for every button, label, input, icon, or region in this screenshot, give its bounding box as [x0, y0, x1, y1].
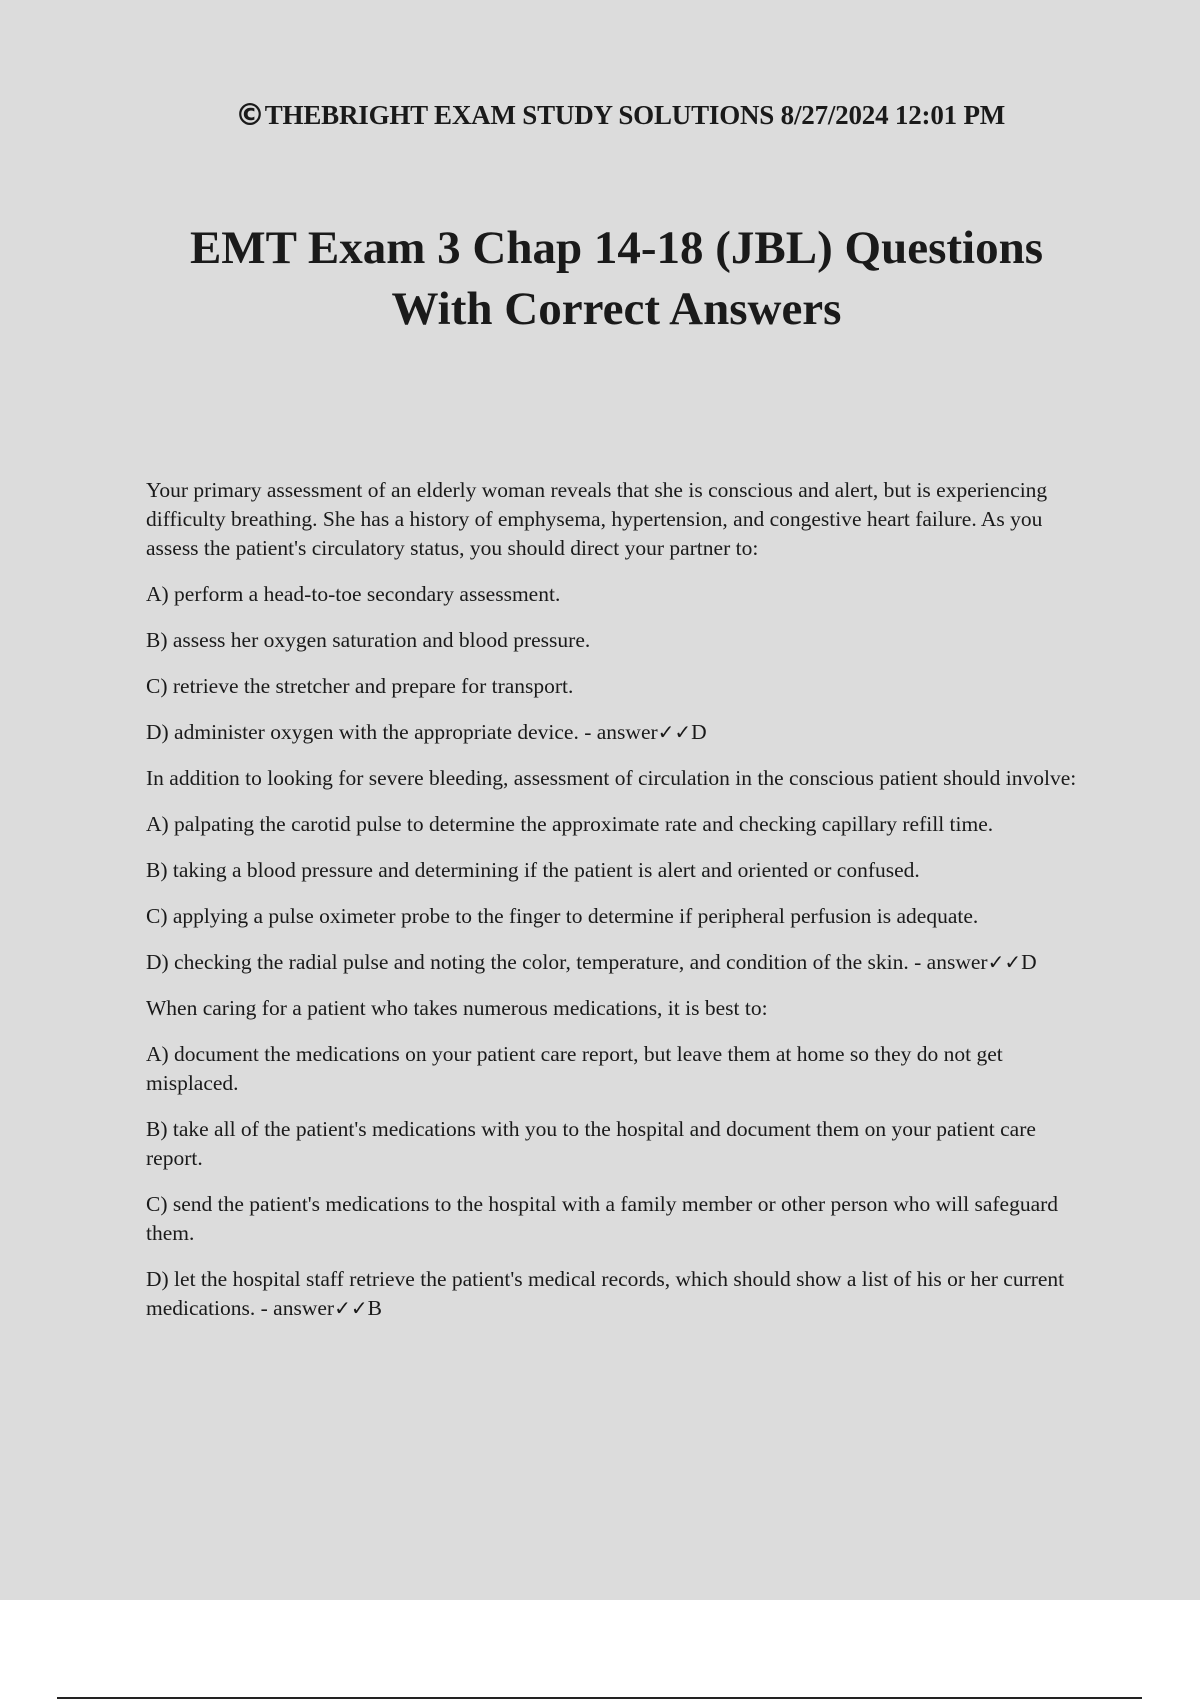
question-2-text: In addition to looking for severe bleeding, assessment of circulation in the conscious patient should involve: — [146, 766, 1077, 790]
copyright-icon: © — [234, 98, 265, 133]
title-line-1: EMT Exam 3 Chap 14-18 (JBL) Questions — [189, 222, 1044, 274]
question-2-answer: D — [1021, 950, 1037, 974]
question-3-option-b: B) take all of the patient's medications with you to the hospital and document them on your patient care report. — [146, 1117, 1036, 1170]
check-icon: ✓✓ — [334, 1296, 368, 1320]
question-3-option-d — [146, 1265, 1086, 1323]
check-icon: ✓✓ — [657, 720, 692, 744]
question-3-option-a: A) document the medications on your patient care report, but leave them at home so they do not get misplaced. — [146, 1042, 1003, 1095]
question-3-text: When caring for a patient who takes numerous medications, it is best to: — [146, 996, 768, 1020]
question-list — [146, 476, 1086, 1340]
question-1-option-a: A) perform a head-to-toe secondary assessment. — [146, 582, 561, 606]
question-2-option-c: C) applying a pulse oximeter probe to the finger to determine if peripheral perfusion is adequate. — [146, 904, 979, 928]
question-1-option-c: C) retrieve the stretcher and prepare for transport. — [146, 674, 574, 698]
question-3-option-d-text: D) let the hospital staff retrieve the patient's medical records, which should show a list of his or her current medications. - answer — [146, 1267, 1065, 1320]
footer-divider — [57, 1697, 1142, 1699]
check-icon: ✓✓ — [987, 950, 1022, 974]
title-line-2: With Correct Answers — [391, 283, 842, 335]
question-2-option-d — [146, 948, 1086, 977]
question-1-option-d — [146, 718, 1086, 747]
question-2-option-b: B) taking a blood pressure and determining if the patient is alert and oriented or confused. — [146, 858, 920, 882]
page-header — [0, 98, 1200, 133]
question-1-answer: D — [691, 720, 707, 744]
question-2-option-a: A) palpating the carotid pulse to determine the approximate rate and checking capillary refill time. — [146, 812, 994, 836]
question-1-option-d-text: D) administer oxygen with the appropriate device. - answer — [146, 720, 658, 744]
document-title — [0, 218, 1200, 340]
question-2-option-d-text: D) checking the radial pulse and noting the color, temperature, and condition of the skin. - answer — [146, 950, 988, 974]
question-1-option-b: B) assess her oxygen saturation and blood pressure. — [146, 628, 591, 652]
question-1-text: Your primary assessment of an elderly woman reveals that she is conscious and alert, but is experiencing difficulty breathing. She has a history of emphysema, hypertension, and congestive heart failure. As you assess the patient's circulatory status, you should direct your partner to: — [146, 478, 1048, 560]
header-text: THEBRIGHT EXAM STUDY SOLUTIONS 8/27/2024 12:01 PM — [264, 100, 1006, 130]
question-3-option-c: C) send the patient's medications to the hospital with a family member or other person who will safeguard them. — [146, 1192, 1059, 1245]
question-3-answer: B — [367, 1296, 382, 1320]
